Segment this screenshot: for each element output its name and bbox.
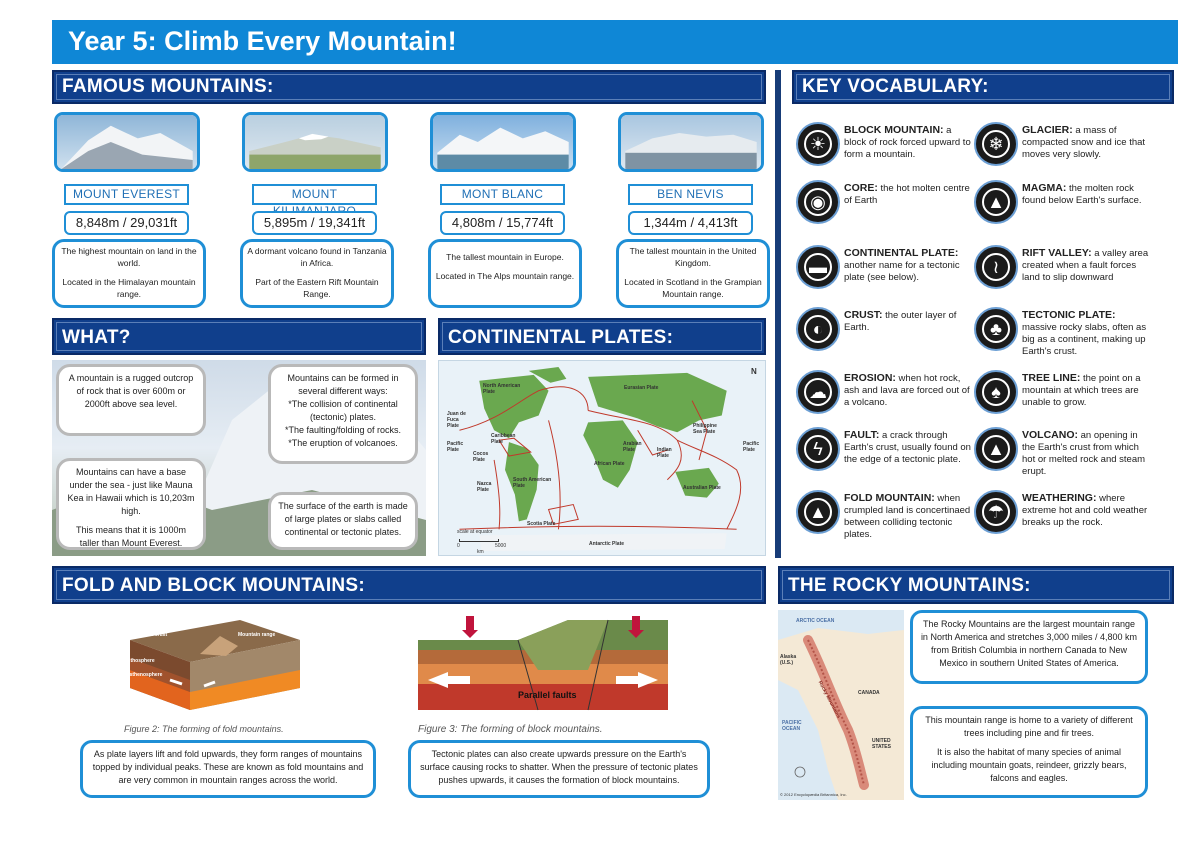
scale-bar xyxy=(459,539,499,542)
vocab-definition: an opening in the Earth's crust from which hot or melted rock and steam erupt. xyxy=(1022,430,1146,477)
rocky-mountains-heading: THE ROCKY MOUNTAINS: xyxy=(778,566,1174,604)
vocab-entry xyxy=(1022,309,1150,358)
vocab-definition: a crack through Earth's crust, usually found on the edge of a tectonic plate. xyxy=(844,430,971,465)
block-mountain-icon: ☀ xyxy=(796,122,840,166)
plate-label: Pacific Plate xyxy=(447,441,464,453)
map-label-pacific: PACIFIC OCEAN xyxy=(782,720,802,732)
what-formation-box: Mountains can be formed in several different ways: *The collision of continental (tectonic) plates. *The faulting/folding of rocks. *The eruption of volcanoes. xyxy=(268,364,418,464)
tectonic-plates-map xyxy=(438,360,766,556)
map-label-alaska: Alaska (U.S.) xyxy=(780,654,797,666)
vocab-term: WEATHERING: xyxy=(1022,492,1097,504)
kilimanjaro-height: 5,895m / 19,341ft xyxy=(252,211,377,235)
vocab-definition: the outer layer of Earth. xyxy=(844,310,957,333)
fault-icon: ϟ xyxy=(796,427,840,471)
vocab-term: FAULT: xyxy=(844,429,880,441)
fold-label-continental: Continental crust xyxy=(126,632,168,638)
vocab-definition: massive rocky slabs, often as big as a continent, making up Earth's crust. xyxy=(1022,322,1147,357)
mont-blanc-name: MONT BLANC xyxy=(440,184,565,205)
map-label-arctic: ARCTIC OCEAN xyxy=(796,618,835,624)
vocab-entry xyxy=(1022,247,1150,284)
earth-crust-icon: ◐ xyxy=(796,307,840,351)
tree-icon: ♠ xyxy=(974,370,1018,414)
vocab-entry xyxy=(1022,124,1150,161)
vocab-entry xyxy=(844,309,976,334)
page-title: Year 5: Climb Every Mountain! xyxy=(52,20,1178,64)
vocab-entry xyxy=(844,124,976,161)
what-heading: WHAT? xyxy=(52,318,426,355)
plate-label: South American Plate xyxy=(513,477,552,489)
plate-label: Pacific Plate xyxy=(743,441,760,453)
what-definition-box: A mountain is a rugged outcrop of rock that is over 600m or 2000ft above sea level. xyxy=(56,364,206,436)
vocab-term: GLACIER: xyxy=(1022,124,1073,136)
ben-nevis-image xyxy=(618,112,764,172)
vocab-entry xyxy=(1022,492,1150,529)
vocab-definition: when crumpled land is concertinaed between colliding tectonic plates. xyxy=(844,493,971,540)
magma-icon: ▲ xyxy=(974,180,1018,224)
fold-figure-caption: Figure 2: The forming of fold mountains. xyxy=(124,724,284,734)
everest-name: MOUNT EVEREST xyxy=(64,184,189,205)
vocab-term: MAGMA: xyxy=(1022,182,1067,194)
fold-label-asthenosphere: Asthenosphere xyxy=(126,672,163,678)
plate-label: Antarctic Plate xyxy=(589,541,625,547)
vocab-entry xyxy=(1022,429,1150,478)
vocab-term: FOLD MOUNTAIN: xyxy=(844,492,935,504)
fold-mountain-diagram xyxy=(120,610,310,720)
scale-label: scale at equator xyxy=(457,529,493,535)
mont-blanc-image xyxy=(430,112,576,172)
famous-mountains-heading: FAMOUS MOUNTAINS: xyxy=(52,70,766,104)
what-mauna-kea-box: Mountains can have a base under the sea - just like Mauna Kea in Hawaii which is 10,203m high. This means that it is 1000m taller than Mount Everest. xyxy=(56,458,206,550)
parallel-faults-label: Parallel faults xyxy=(518,690,577,700)
map-label-range: Rocky Mountains xyxy=(816,680,842,720)
vocab-term: RIFT VALLEY: xyxy=(1022,247,1092,259)
what-plates-box: The surface of the earth is made of large plates or slabs called continental or tectonic plates. xyxy=(268,492,418,550)
mont-blanc-height: 4,808m / 15,774ft xyxy=(440,211,565,235)
vocab-definition: a mass of compacted snow and ice that moves very slowly. xyxy=(1022,125,1146,160)
everest-description: The highest mountain on land in the world. Located in the Himalayan mountain range. xyxy=(52,239,206,308)
kilimanjaro-description: A dormant volcano found in Tanzania in Africa. Part of the Eastern Rift Mountain Range. xyxy=(240,239,394,308)
plate-label: African Plate xyxy=(594,461,625,467)
scale-max: 5000 xyxy=(495,543,507,549)
weathering-icon: ☂ xyxy=(974,490,1018,534)
vocab-entry xyxy=(844,247,976,284)
vocab-term: CONTINENTAL PLATE: xyxy=(844,247,959,259)
fold-label-lithosphere: Lithosphere xyxy=(126,658,155,664)
vocab-term: TECTONIC PLATE: xyxy=(1022,309,1116,321)
key-vocabulary-heading: KEY VOCABULARY: xyxy=(792,70,1174,104)
vocab-entry xyxy=(844,372,976,409)
vocab-term: BLOCK MOUNTAIN: xyxy=(844,124,944,136)
everest-image xyxy=(54,112,200,172)
plate-label: North American Plate xyxy=(483,383,521,395)
map-credit: © 2012 Encyclopædia Britannica, Inc. xyxy=(780,792,847,797)
vocab-term: VOLCANO: xyxy=(1022,429,1078,441)
scale-unit: km xyxy=(477,549,484,555)
ben-nevis-height: 1,344m / 4,413ft xyxy=(628,211,753,235)
vocab-definition: the hot molten centre of Earth xyxy=(844,183,970,206)
ben-nevis-description: The tallest mountain in the United Kingdom. Located in Scotland in the Grampian Mountain range. xyxy=(616,239,770,308)
everest-height: 8,848m / 29,031ft xyxy=(64,211,189,235)
vocab-entry xyxy=(1022,182,1150,207)
vocab-term: EROSION: xyxy=(844,372,896,384)
block-figure-caption: Figure 3: The forming of block mountains. xyxy=(418,724,603,735)
plate-label: Indian Plate xyxy=(657,447,672,459)
plate-label: Australian Plate xyxy=(683,485,721,491)
mont-blanc-description: The tallest mountain in Europe. Located in The Alps mountain range. xyxy=(428,239,582,308)
fold-mountain-text: As plate layers lift and fold upwards, they form ranges of mountains topped by individual peaks. These are known as fold mountains and are very common in mountain ranges across the world. xyxy=(80,740,376,798)
vocab-entry xyxy=(844,429,976,466)
vocab-entry xyxy=(1022,372,1150,409)
vocab-term: CORE: xyxy=(844,182,878,194)
plate-label: Cocos Plate xyxy=(473,451,489,463)
vocab-entry xyxy=(844,182,976,207)
map-label-us: UNITED STATES xyxy=(872,738,891,750)
vocab-definition: a valley area created when a fault forces land to slip downward xyxy=(1022,248,1149,283)
vocab-term: TREE LINE: xyxy=(1022,372,1081,384)
volcano-icon: ▲ xyxy=(974,427,1018,471)
continental-plates-heading: CONTINENTAL PLATES: xyxy=(438,318,766,355)
plate-label: Juan de Fuca Plate xyxy=(447,411,466,429)
rift-valley-icon: ≀ xyxy=(974,245,1018,289)
map-label-canada: CANADA xyxy=(858,690,880,696)
plate-label: Philippine Sea Plate xyxy=(693,423,717,435)
fold-mountain-icon: ▲ xyxy=(796,490,840,534)
kilimanjaro-image xyxy=(242,112,388,172)
vocab-definition: where extreme hot and cold weather breaks up the rock. xyxy=(1022,493,1148,528)
scale-zero: 0 xyxy=(457,543,460,549)
vocab-definition: the molten rock found below Earth's surface. xyxy=(1022,183,1142,206)
vocab-term: CRUST: xyxy=(844,309,883,321)
snowflake-icon: ❄ xyxy=(974,122,1018,166)
block-mountain-text: Tectonic plates can also create upwards pressure on the Earth's surface causing rocks to shatter. When the pressure of tectonic plates pushes upwards, it causes the formation of block mountains. xyxy=(408,740,710,798)
continental-plate-icon: ▬ xyxy=(796,245,840,289)
plate-label: Nazca Plate xyxy=(477,481,492,493)
fold-block-heading: FOLD AND BLOCK MOUNTAINS: xyxy=(52,566,766,604)
earth-core-icon: ◉ xyxy=(796,180,840,224)
plate-label: Caribbean Plate xyxy=(491,433,516,445)
rocky-mountains-wildlife-box: This mountain range is home to a variety of different trees including pine and fir trees. It is also the habitat of many species of animal including mountain goats, reindeer, grizzly bears, falcons and eagles. xyxy=(910,706,1148,798)
kilimanjaro-name: MOUNT xyxy=(252,184,377,205)
tectonic-plate-icon: ♣ xyxy=(974,307,1018,351)
plate-label: Arabian Plate xyxy=(623,441,642,453)
plate-label: Eurasian Plate xyxy=(624,385,659,391)
fold-label-range: Mountain range xyxy=(238,632,276,638)
plate-label: Scotia Plate xyxy=(527,521,556,527)
block-mountain-diagram xyxy=(418,610,668,720)
vocab-definition: another name for a tectonic plate (see below). xyxy=(844,260,960,283)
ben-nevis-name: BEN NEVIS xyxy=(628,184,753,205)
vocab-definition: a block of rock forced upward to form a mountain. xyxy=(844,125,971,160)
north-arrow-icon: N xyxy=(751,367,757,376)
vocab-entry xyxy=(844,492,976,541)
rocky-mountains-map xyxy=(778,610,904,800)
vocab-definition: when hot rock, ash and lava are forced out of a volcano. xyxy=(844,373,970,408)
column-divider xyxy=(775,70,781,558)
rocky-mountains-info-box: The Rocky Mountains are the largest mountain range in North America and stretches 3,000 miles / 4,800 km from British Columbia in northern Canada to New Mexico in southern United States of America. xyxy=(910,610,1148,684)
erosion-icon: ☁ xyxy=(796,370,840,414)
vocab-definition: the point on a mountain at which trees are unable to grow. xyxy=(1022,373,1141,408)
